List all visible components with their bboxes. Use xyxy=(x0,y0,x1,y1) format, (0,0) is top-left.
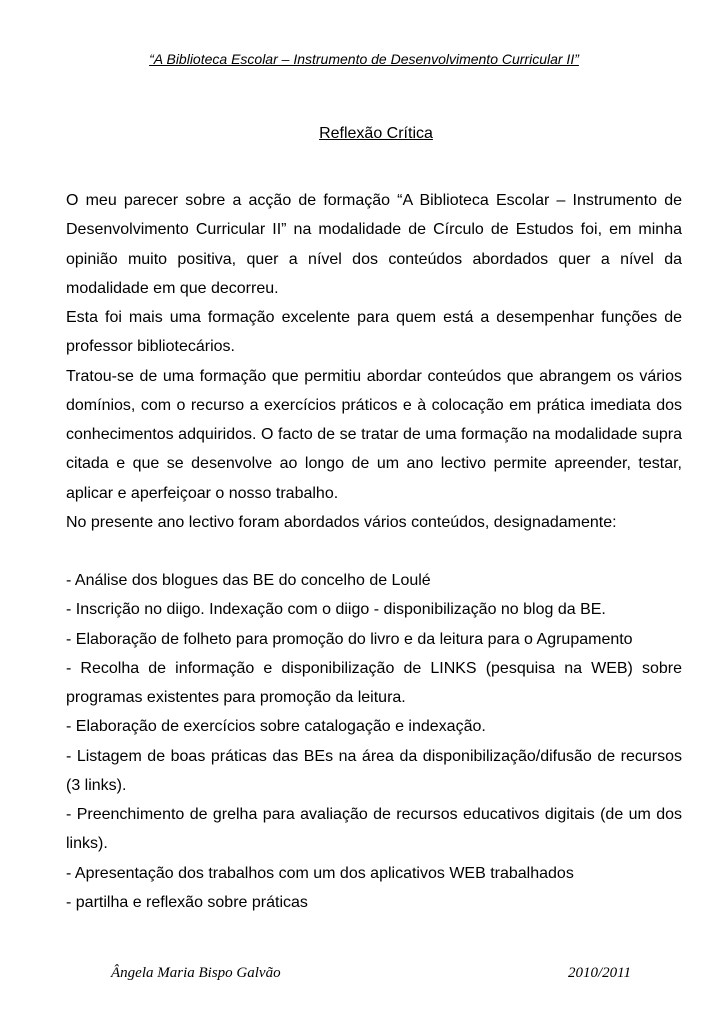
page-footer xyxy=(111,965,631,982)
page-header: “A Biblioteca Escolar – Instrumento de Desenvolvimento Curricular II” xyxy=(149,51,579,67)
list-item: - Elaboração de exercícios sobre catalogação e indexação. xyxy=(66,718,486,736)
spacer xyxy=(66,537,682,566)
paragraph: Tratou-se de uma formação que permitiu abordar conteúdos que abrangem os vários domínios, com o recurso a exercícios práticos e à colocação em prática imediata dos conhecimentos adquiridos. O facto de se tratar de uma formação na modalidade supra citada e que se desenvolve ao longo de um ano lectivo permite apreender, testar, aplicar e aperfeiçoar o nosso trabalho. xyxy=(66,367,682,502)
list-item: - Preenchimento de grelha para avaliação de recursos educativos digitais (de um dos links). xyxy=(66,806,682,853)
list-item: - Recolha de informação e disponibilização de LINKS (pesquisa na WEB) sobre programas existentes para promoção da leitura. xyxy=(66,659,682,706)
list-item: - Análise dos blogues das BE do concelho de Loulé xyxy=(66,572,431,589)
paragraph: O meu parecer sobre a acção de formação “A Biblioteca Escolar – Instrumento de Desenvolvimento Curricular II” na modalidade de Círculo de Estudos foi, em minha opinião muito positiva, quer a nível dos conteúdos abordados quer a nível da modalidade em que decorreu. xyxy=(66,192,682,297)
document-title: Reflexão Crítica xyxy=(319,125,433,142)
document-body xyxy=(66,186,682,917)
paragraph: No presente ano lectivo foram abordados vários conteúdos, designadamente: xyxy=(66,513,617,531)
list-item: - Elaboração de folheto para promoção do livro e da leitura para o Agrupamento xyxy=(66,630,633,648)
list-item: - Listagem de boas práticas das BEs na área da disponibilização/difusão de recursos (3 links). xyxy=(66,747,682,794)
paragraph: Esta foi mais uma formação excelente para quem está a desempenhar funções de professor bibliotecários. xyxy=(66,309,682,356)
list-item: - Apresentação dos trabalhos com um dos aplicativos WEB trabalhados xyxy=(66,864,574,882)
footer-year: 2010/2011 xyxy=(567,965,631,981)
list-item: - partilha e reflexão sobre práticas xyxy=(66,893,308,911)
list-item: - Inscrição no diigo. Indexação com o diigo - disponibilização no blog da BE. xyxy=(66,601,606,619)
footer-author: Ângela Maria Bispo Galvão xyxy=(111,965,281,981)
